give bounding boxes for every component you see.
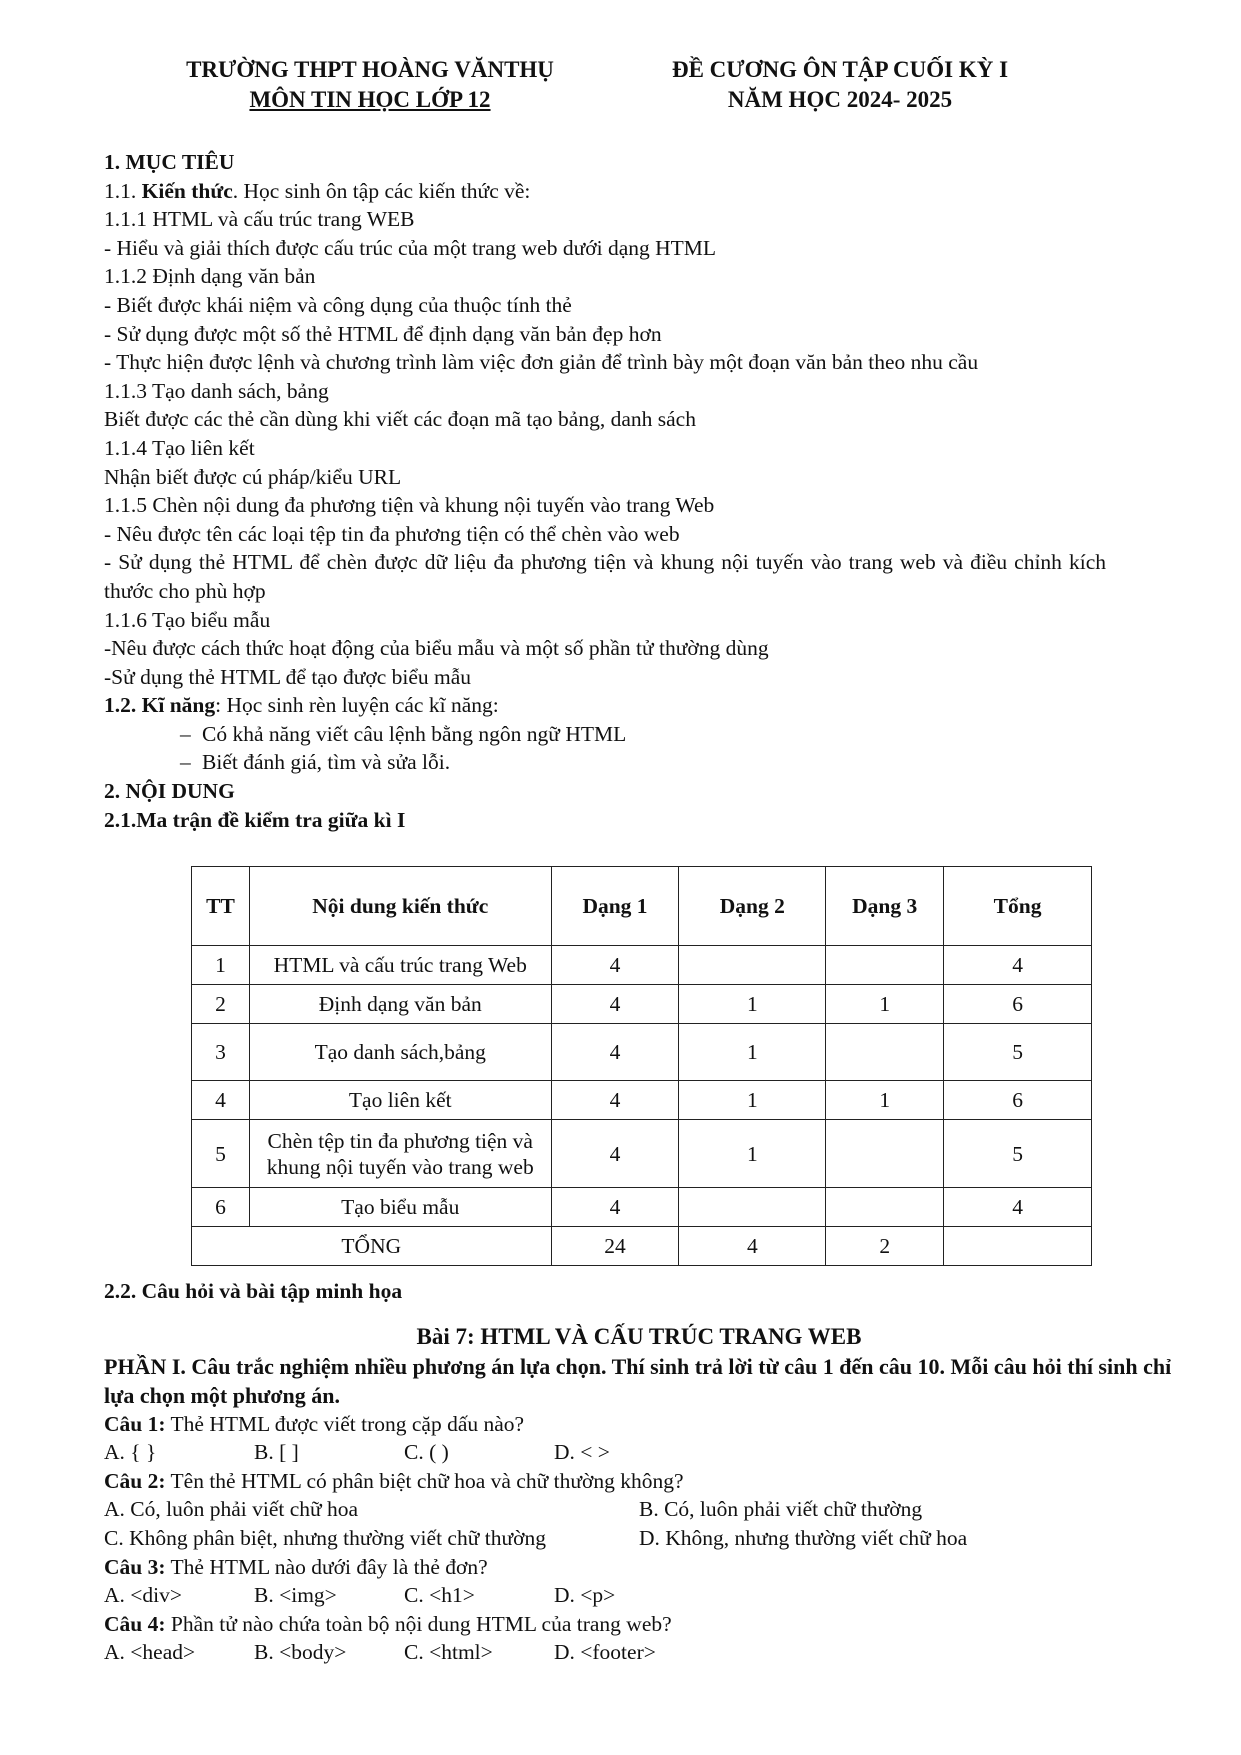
answer-option: C. Không phân biệt, nhưng thường viết chữ thường (104, 1525, 546, 1550)
text-line: 1.1.4 Tạo liên kết (104, 435, 255, 460)
table-row (192, 946, 1092, 985)
table-cell: 6 (192, 1188, 250, 1227)
table-cell: 5 (944, 1024, 1092, 1081)
objectives-section (104, 148, 1144, 834)
table-cell: 3 (192, 1024, 250, 1081)
table-cell: 4 (944, 946, 1092, 985)
table-cell: 4 (679, 1227, 826, 1266)
total-label: TỔNG (192, 1227, 552, 1266)
section-heading: 1. MỤC TIÊU (104, 150, 235, 174)
text-line: - Sử dụng được một số thẻ HTML để định dạng văn bản đẹp hơn (104, 321, 662, 346)
sample-heading: 2.2. Câu hỏi và bài tập minh họa (104, 1279, 403, 1303)
answer-option: A. <div> (104, 1583, 183, 1608)
subject-name: MÔN TIN HỌC LỚP 12 (249, 87, 491, 112)
text-line: -Nêu được cách thức hoạt động của biểu mẫu và một số phần tử thường dùng (104, 636, 769, 661)
table-cell: 5 (192, 1120, 250, 1188)
answer-options (104, 1524, 1174, 1553)
text-paragraph: - Sử dụng thẻ HTML để chèn được dữ liệu đa phương tiện và khung nội tuyến vào trang web và điều chỉnh kích thước cho phù hợp (104, 550, 1106, 603)
answer-option: A. Có, luôn phải viết chữ hoa (104, 1497, 359, 1522)
table-cell: 1 (679, 985, 826, 1024)
text-line: 1.1.1 HTML và cấu trúc trang WEB (104, 207, 415, 232)
table-cell: Tạo biểu mẫu (249, 1188, 551, 1227)
table-cell (826, 1024, 944, 1081)
text-line: - Thực hiện được lệnh và chương trình làm việc đơn giản để trình bày một đoạn văn bản theo nhu cầu (104, 350, 979, 375)
answer-option: B. Có, luôn phải viết chữ thường (639, 1497, 923, 1522)
question: Câu 1: Thẻ HTML được viết trong cặp dấu nào? (104, 1411, 525, 1436)
table-cell: Chèn tệp tin đa phương tiện và khung nội tuyến vào trang web (249, 1120, 551, 1188)
matrix-heading: 2.1.Ma trận đề kiểm tra giữa kì I (104, 807, 406, 832)
table-cell: Tạo danh sách,bảng (249, 1024, 551, 1081)
text-line: - Biết được khái niệm và công dụng của thuộc tính thẻ (104, 292, 572, 317)
table-cell: 6 (944, 1081, 1092, 1120)
table-cell: 4 (192, 1081, 250, 1120)
table-cell: 4 (551, 985, 679, 1024)
answer-option: A. { } (104, 1440, 157, 1465)
table-cell (826, 1120, 944, 1188)
table-cell: Định dạng văn bản (249, 985, 551, 1024)
answer-options (104, 1581, 1174, 1610)
table-cell: 4 (551, 1120, 679, 1188)
knowledge-line: 1.1. Kiến thức. Học sinh ôn tập các kiến thức về: (104, 178, 531, 203)
school-year: NĂM HỌC 2024- 2025 (727, 87, 953, 112)
skills-line: 1.2. Kĩ năng: Học sinh rèn luyện các kĩ năng: (104, 693, 499, 718)
answer-options (104, 1638, 1174, 1667)
text-line: - Nêu được tên các loại tệp tin đa phương tiện có thể chèn vào web (104, 521, 680, 546)
table-cell: Tạo liên kết (249, 1081, 551, 1120)
answer-option: D. Không, nhưng thường viết chữ hoa (639, 1525, 968, 1550)
column-header: Nội dung kiến thức (249, 867, 551, 946)
text-line: Biết được các thẻ cần dùng khi viết các đoạn mã tạo bảng, danh sách (104, 407, 696, 432)
content-heading: 2. NỘI DUNG (104, 779, 235, 804)
answer-option: B. <body> (254, 1640, 347, 1665)
table-cell: HTML và cấu trúc trang Web (249, 946, 551, 985)
header-right (640, 55, 1040, 115)
answer-option: C. <html> (404, 1640, 493, 1665)
table-header-row (192, 867, 1092, 946)
table-cell (679, 1188, 826, 1227)
table-row (192, 1120, 1092, 1188)
table-cell (826, 946, 944, 985)
table-total-row (192, 1227, 1092, 1266)
answer-option: B. <img> (254, 1583, 337, 1608)
table-cell: 1 (826, 1081, 944, 1120)
lesson-title: Bài 7: HTML VÀ CẤU TRÚC TRANG WEB (416, 1323, 862, 1349)
table-cell: 24 (551, 1227, 679, 1266)
table-cell (679, 946, 826, 985)
text-line: Nhận biết được cú pháp/kiểu URL (104, 464, 402, 489)
part-instructions: PHẦN I. Câu trắc nghiệm nhiều phương án lựa chọn. Thí sinh trả lời từ câu 1 đến câu 10. Mỗi câu hỏi thí sinh chỉ lựa chọn một phương án. (104, 1353, 1172, 1408)
header-left (160, 55, 580, 115)
table-cell (944, 1227, 1092, 1266)
table-cell: 4 (551, 1024, 679, 1081)
table-cell: 2 (192, 985, 250, 1024)
table-cell: 2 (826, 1227, 944, 1266)
answer-option: B. [ ] (254, 1440, 299, 1465)
column-header: TT (192, 867, 250, 946)
table-row (192, 1081, 1092, 1120)
text-line: 1.1.2 Định dạng văn bản (104, 264, 316, 289)
school-name: TRƯỜNG THPT HOÀNG VĂNTHỤ (186, 57, 554, 82)
text-line: -Sử dụng thẻ HTML để tạo được biểu mẫu (104, 664, 472, 689)
answer-options (104, 1438, 1174, 1467)
question: Câu 3: Thẻ HTML nào dưới đây là thẻ đơn? (104, 1554, 488, 1579)
text-line: 1.1.3 Tạo danh sách, bảng (104, 378, 329, 403)
table-cell: 1 (192, 946, 250, 985)
answer-options (104, 1495, 1174, 1524)
table-cell: 1 (826, 985, 944, 1024)
table-cell (826, 1188, 944, 1227)
answer-option: A. <head> (104, 1640, 196, 1665)
table-cell: 6 (944, 985, 1092, 1024)
column-header: Dạng 3 (826, 867, 944, 946)
table-cell: 4 (551, 946, 679, 985)
table-cell: 4 (551, 1081, 679, 1120)
column-header: Tổng (944, 867, 1092, 946)
question: Câu 4: Phần tử nào chứa toàn bộ nội dung HTML của trang web? (104, 1611, 672, 1636)
column-header: Dạng 2 (679, 867, 826, 946)
questions-section (104, 1277, 1174, 1667)
text-line: 1.1.5 Chèn nội dung đa phương tiện và khung nội tuyến vào trang Web (104, 493, 715, 518)
text-line: - Hiểu và giải thích được cấu trúc của một trang web dưới dạng HTML (104, 235, 717, 260)
answer-option: D. <footer> (554, 1640, 656, 1665)
table-row (192, 1024, 1092, 1081)
text-line: 1.1.6 Tạo biểu mẫu (104, 607, 271, 632)
document-title: ĐỀ CƯƠNG ÔN TẬP CUỐI KỲ I (671, 57, 1009, 82)
skill-item: – Có khả năng viết câu lệnh bằng ngôn ngữ HTML (180, 721, 627, 746)
answer-option: C. <h1> (404, 1583, 475, 1608)
table-cell: 5 (944, 1120, 1092, 1188)
table-row (192, 1188, 1092, 1227)
skill-item: – Biết đánh giá, tìm và sửa lỗi. (180, 750, 451, 775)
table-cell: 1 (679, 1120, 826, 1188)
table-cell: 4 (944, 1188, 1092, 1227)
column-header: Dạng 1 (551, 867, 679, 946)
table-cell: 4 (551, 1188, 679, 1227)
table-cell: 1 (679, 1081, 826, 1120)
answer-option: C. ( ) (404, 1440, 449, 1465)
question: Câu 2: Tên thẻ HTML có phân biệt chữ hoa và chữ thường không? (104, 1468, 684, 1493)
exam-matrix-table (191, 866, 1092, 1266)
table-row (192, 985, 1092, 1024)
answer-option: D. <p> (554, 1583, 616, 1608)
table-cell: 1 (679, 1024, 826, 1081)
answer-option: D. < > (554, 1440, 610, 1465)
